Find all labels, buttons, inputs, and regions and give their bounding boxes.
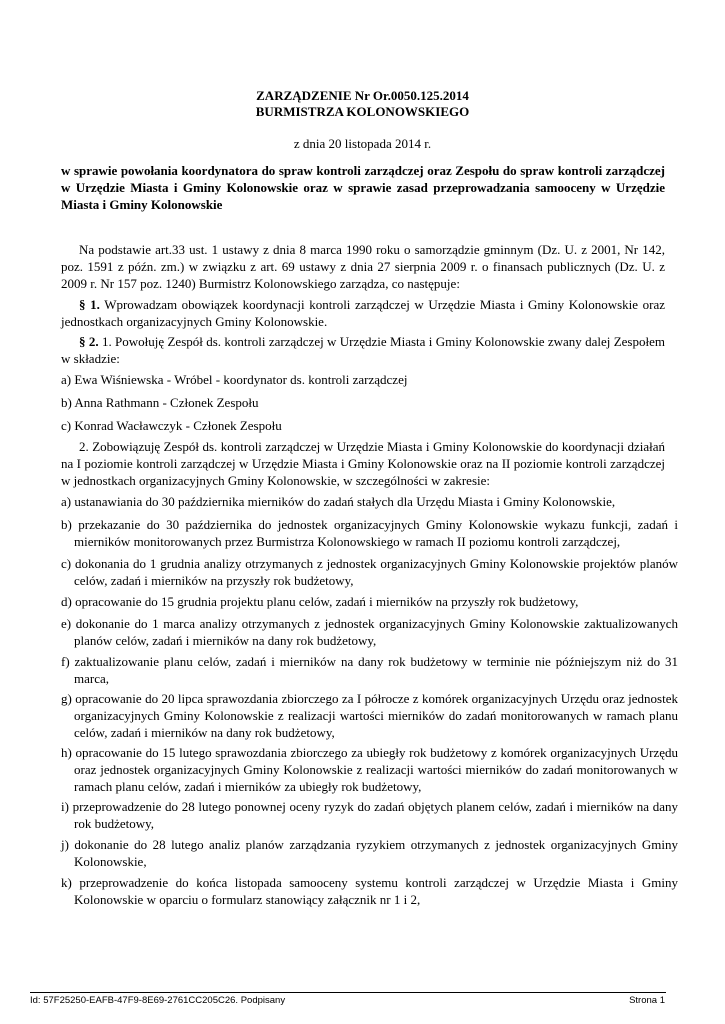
task-item: d) opracowanie do 15 grudnia projektu planu celów, zadań i mierników na przyszły rok budżetowy, xyxy=(61,594,579,609)
task-item: i) przeprowadzenie do 28 lutego ponownej oceny ryzyk do zadań objętych planem celów, zadań i mierników na dany rok budżetowy, xyxy=(61,799,678,831)
member-item: b) Anna Rathmann - Członek Zespołu xyxy=(61,395,259,410)
footer-page-number: Strona 1 xyxy=(629,995,665,1006)
document-title: ZARZĄDZENIE Nr Or.0050.125.2014 xyxy=(256,88,469,103)
document-issuer: BURMISTRZA KOLONOWSKIEGO xyxy=(255,104,470,119)
section-2 xyxy=(61,333,665,367)
section-1-text: Wprowadzam obowiązek koordynacji kontroli zarządczej w Urzędzie Miasta i Gminy Kolonowskie oraz jednostkach organizacyjnych Gminy Kolonowskie. xyxy=(61,297,665,329)
task-item: e) dokonanie do 1 marca analizy otrzymanych z jednostek organizacyjnych Gminy Kolonowskie zaktualizowanych planów celów, zadań i mierników na dany rok budżetowy, xyxy=(61,616,678,648)
task-item: b) przekazanie do 30 października do jednostek organizacyjnych Gminy Kolonowskie wykazu funkcji, zadań i mierników monitorowanych przez Burmistrza Kolonowskiego w ramach II poziomu kontroli zarządczej, xyxy=(61,517,678,549)
task-item: h) opracowanie do 15 lutego sprawozdania zbiorczego za ubiegły rok budżetowy z komórek organizacyjnych Urzędu oraz jednostek organizacyjnych Gminy Kolonowskie z realizacji wartości mierników do zadań monitorowanych w ramach planu celów, zadań i mierników za ubiegły rok budżetowy, xyxy=(61,745,678,794)
section-2-text: 1. Powołuję Zespół ds. kontroli zarządczej w Urzędzie Miasta i Gminy Kolonowskie zwany dalej Zespołem w składzie: xyxy=(61,334,665,366)
task-item: j) dokonanie do 28 lutego analiz planów zarządzania ryzykiem otrzymanych z jednostek organizacyjnych Gminy Kolonowskie, xyxy=(61,837,678,869)
task-item: f) zaktualizowanie planu celów, zadań i mierników na dany rok budżetowy w terminie nie późniejszym niż do 31 marca, xyxy=(61,654,678,686)
member-item: c) Konrad Wacławczyk - Członek Zespołu xyxy=(61,418,282,433)
footer-document-id: Id: 57F25250-EAFB-47F9-8E69-2761CC205C26. Podpisany xyxy=(30,995,286,1006)
task-item: a) ustanawiania do 30 października mierników do zadań stałych dla Urzędu Miasta i Gminy Kolonowskie, xyxy=(61,494,616,509)
task-item: g) opracowanie do 20 lipca sprawozdania zbiorczego za I półrocze z komórek organizacyjnych Urzędu oraz jednostek organizacyjnych Gminy Kolonowskie z realizacji wartości mierników do zadań monitorowanych w ramach planu celów, zadań i mierników na dany rok budżetowy, xyxy=(61,691,678,740)
section-2-point-2: 2. Zobowiązuję Zespół ds. kontroli zarządczej w Urzędzie Miasta i Gminy Kolonowskie do koordynacji działań na I poziomie kontroli zarządczej w Urzędzie Miasta i Gminy Kolonowskie oraz na II poziomie kontroli zarządczej w jednostkach organizacyjnych Gminy Kolonowskie, w szczególności w zakresie: xyxy=(61,439,665,488)
document-date: z dnia 20 listopada 2014 r. xyxy=(293,136,432,151)
preamble: Na podstawie art.33 ust. 1 ustawy z dnia 8 marca 1990 roku o samorządzie gminnym (Dz. U. z 2001, Nr 142, poz. 1591 z późn. zm.) w związku z art. 69 ustawy z dnia 27 sierpnia 2009 r. o finansach publicznych (Dz. U. z 2009 r. Nr 157 poz. 1240) Burmistrz Kolonowskiego zarządza, co następuje: xyxy=(61,242,665,291)
task-item: c) dokonania do 1 grudnia analizy otrzymanych z jednostek organizacyjnych Gminy Kolonowskie projektów planów celów, zadań i mierników na przyszły rok budżetowy, xyxy=(61,556,678,588)
task-item: k) przeprowadzenie do końca listopada samooceny systemu kontroli zarządczej w Urzędzie Miasta i Gminy Kolonowskie w oparciu o formularz stanowiący załącznik nr 1 i 2, xyxy=(61,875,678,907)
footer-divider xyxy=(30,992,666,993)
member-item: a) Ewa Wiśniewska - Wróbel - koordynator ds. kontroli zarządczej xyxy=(61,372,408,387)
document-subject: w sprawie powołania koordynatora do spraw kontroli zarządczej oraz Zespołu do spraw kontroli zarządczej w Urzędzie Miasta i Gminy Kolonowskie oraz w sprawie zasad przeprowadzania samooceny w Urzędzie Miasta i Gminy Kolonowskie xyxy=(61,163,665,212)
section-2-mark: § 2. xyxy=(79,334,99,349)
section-1 xyxy=(61,296,665,330)
section-1-mark: § 1. xyxy=(79,297,100,312)
